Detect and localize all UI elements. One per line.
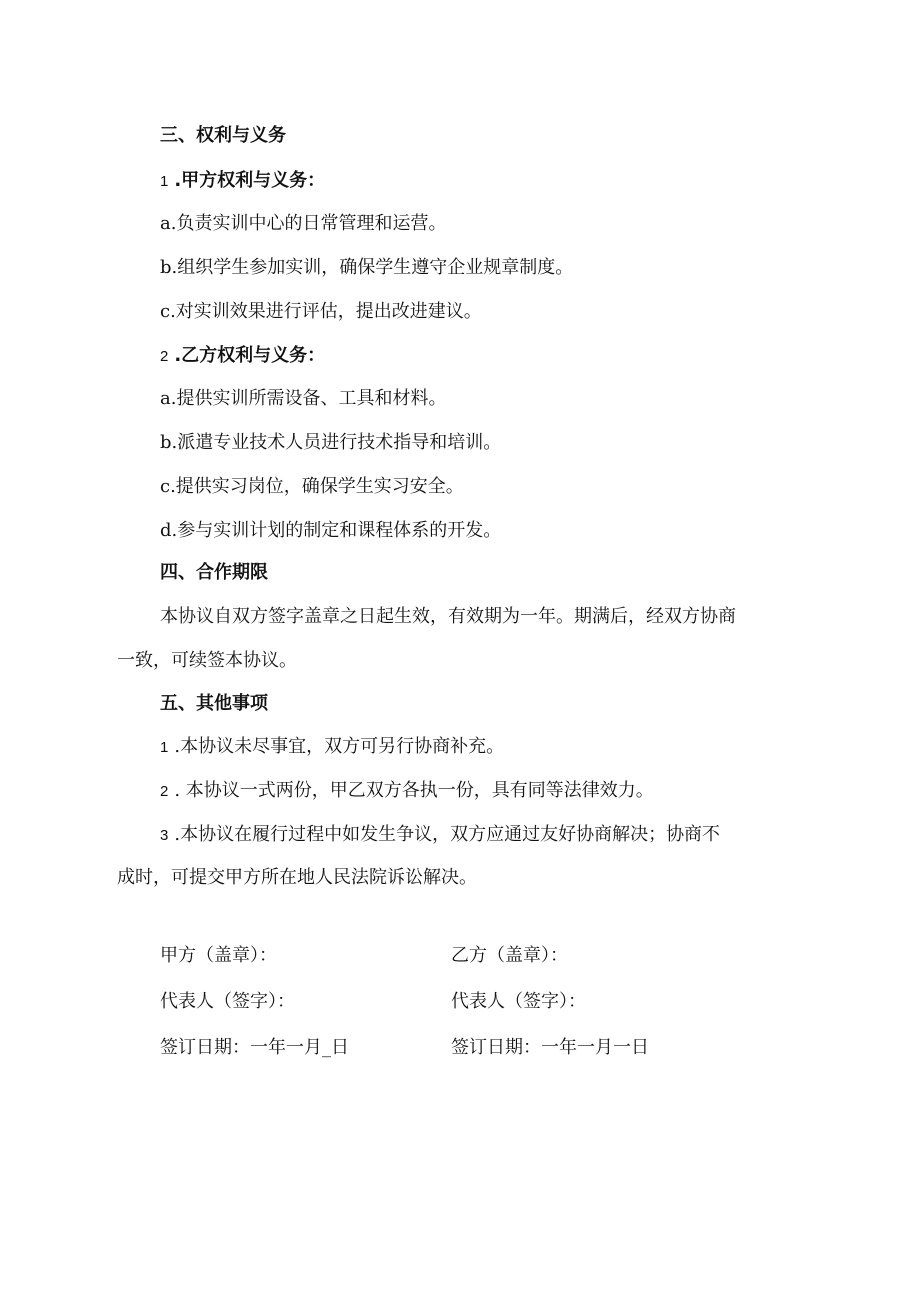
- party-b-number: 2: [160, 348, 169, 365]
- section-5-item-2-text: . 本协议一式两份，甲乙双方各执一份，具有同等法律效力。: [174, 780, 654, 801]
- party-a-rights-heading: [160, 169, 325, 194]
- section-4-paragraph-line-2: 一致，可续签本协议。: [117, 650, 297, 671]
- section-4-paragraph-line-1: 本协议自双方签字盖章之日起生效，有效期为一年。期满后，经双方协商: [160, 606, 736, 627]
- party-a-title: .甲方权利与义务：: [174, 170, 326, 191]
- section-5-item-3-text: .本协议在履行过程中如发生争议，双方应通过友好协商解决；协商不: [174, 824, 721, 845]
- section-5-item-2: [160, 779, 654, 804]
- section-5-item-3: [160, 823, 720, 848]
- party-b-sign-date: 签订日期：一年一月一日: [451, 1037, 649, 1058]
- party-a-seal-label: 甲方（盖章）：: [160, 945, 277, 966]
- section-5-item-1-text: .本协议未尽事宜，双方可另行协商补充。: [174, 736, 505, 757]
- party-b-item-d: d.参与实训计划的制定和课程体系的开发。: [160, 520, 502, 541]
- section-5-item-2-number: 2: [160, 783, 169, 800]
- party-a-item-b: b.组织学生参加实训，确保学生遵守企业规章制度。: [160, 257, 574, 278]
- party-b-title: .乙方权利与义务：: [174, 345, 326, 366]
- section-5-item-3-continued: 成时，可提交甲方所在地人民法院诉讼解决。: [117, 867, 477, 888]
- section-5-item-1-number: 1: [160, 739, 169, 756]
- section-5-item-3-number: 3: [160, 827, 169, 844]
- section-5-item-1: [160, 735, 504, 760]
- party-b-rights-heading: [160, 344, 325, 369]
- section-4-heading: 四、合作期限: [160, 562, 268, 583]
- party-a-sign-date: 签订日期：一年一月_日: [160, 1037, 349, 1058]
- party-a-item-a: a.负责实训中心的日常管理和运营。: [160, 213, 447, 234]
- section-5-heading: 五、其他事项: [160, 693, 268, 714]
- party-a-representative-label: 代表人（签字）：: [160, 991, 295, 1012]
- party-a-number: 1: [160, 173, 169, 190]
- party-b-representative-label: 代表人（签字）：: [451, 991, 586, 1012]
- section-3-heading: 三、权利与义务: [160, 125, 286, 146]
- party-b-seal-label: 乙方（盖章）：: [451, 945, 568, 966]
- party-b-item-c: c.提供实习岗位，确保学生实习安全。: [160, 476, 464, 497]
- party-b-item-b: b.派遣专业技术人员进行技术指导和培训。: [160, 432, 502, 453]
- party-a-item-c: c.对实训效果进行评估，提出改进建议。: [160, 301, 482, 322]
- party-b-item-a: a.提供实训所需设备、工具和材料。: [160, 388, 447, 409]
